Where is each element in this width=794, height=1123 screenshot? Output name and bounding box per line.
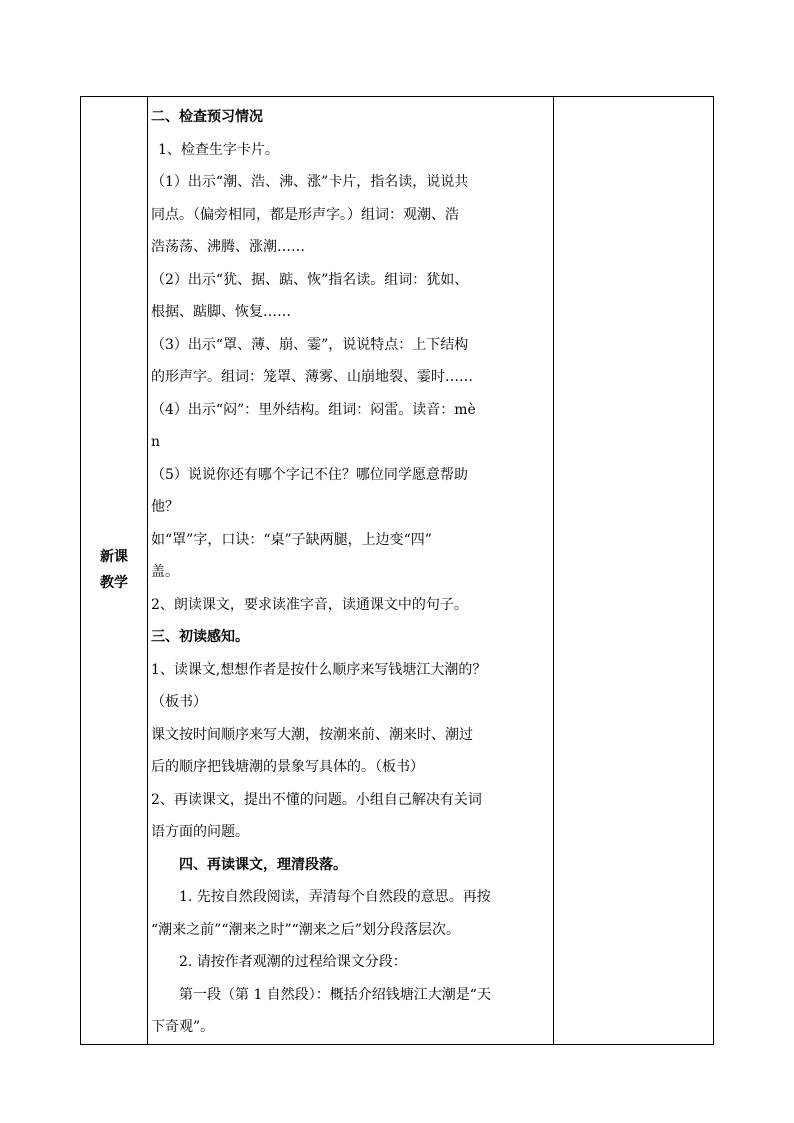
content-line: （3）出示“罩、薄、崩、霎”，说说特点：上下结构 — [151, 336, 469, 353]
row-label-cell — [81, 97, 148, 1045]
content-line: （5）说说你还有哪个字记不住？哪位同学愿意帮助 — [151, 466, 468, 483]
content-line: （2）出示“犹、据、踮、恢”指名读。组词：犹如、 — [151, 271, 469, 288]
content-line: （4）出示“闷”：里外结构。组词：闷雷。读音：mè — [151, 401, 476, 418]
row-label-line-1: 新课 — [100, 549, 128, 566]
content-line: 二、检查预习情况 — [151, 109, 263, 125]
table-row — [81, 97, 714, 1045]
notes-cell — [554, 97, 714, 1045]
content-line: 三、初读感知。 — [151, 629, 249, 645]
content-cell — [148, 97, 554, 1045]
content-line: 如“罩”字，口诀：“桌”子缺两腿，上边变“四” — [151, 531, 432, 548]
content-line: 下奇观”。 — [151, 1019, 215, 1035]
content-line: 他？ — [151, 499, 179, 515]
content-line: 1. 先按自然段阅读，弄清每个自然段的意思。再按 — [179, 889, 491, 905]
content-line: 的形声字。组词：笼罩、薄雾、山崩地裂、霎时…… — [151, 369, 473, 385]
content-line: 四、再读课文，理清段落。 — [179, 856, 347, 873]
content-line: 课文按时间顺序来写大潮，按潮来前、潮来时、潮过 — [151, 726, 473, 743]
content-line: 同点。（偏旁相同，都是形声字。）组词：观潮、浩 — [151, 206, 459, 223]
content-body — [148, 97, 553, 1044]
row-label-line-2: 教学 — [100, 575, 128, 592]
content-line: 2、朗读课文，要求读准字音，读通课文中的句子。 — [151, 596, 468, 613]
content-line: n — [151, 434, 161, 450]
content-line: （1）出示“潮、浩、沸、涨”卡片，指名读，说说共 — [151, 174, 469, 190]
content-line: 2、再读课文，提出不懂的问题。小组自己解决有关词 — [151, 791, 482, 808]
content-line: 浩荡荡、沸腾、涨潮…… — [151, 239, 305, 255]
content-line: 语方面的问题。 — [151, 824, 249, 840]
content-line: “潮来之前”“潮来之时”“潮来之后”划分段落层次。 — [151, 921, 460, 938]
content-line: 根据、踮脚、恢复…… — [151, 304, 291, 320]
content-line: 1、检查生字卡片。 — [158, 141, 279, 158]
content-line: 2. 请按作者观潮的过程给课文分段： — [179, 954, 407, 970]
content-line: 第一段（第 1 自然段）：概括介绍钱塘江大潮是“天 — [179, 986, 491, 1003]
content-line: 后的顺序把钱塘潮的景象写具体的。（板书） — [151, 759, 424, 775]
content-line: 盖。 — [151, 564, 179, 580]
content-line: （板书） — [151, 694, 207, 710]
lesson-plan-table — [80, 96, 714, 1045]
content-line: 1、读课文,想想作者是按什么顺序来写钱塘江大潮的？ — [151, 661, 487, 678]
